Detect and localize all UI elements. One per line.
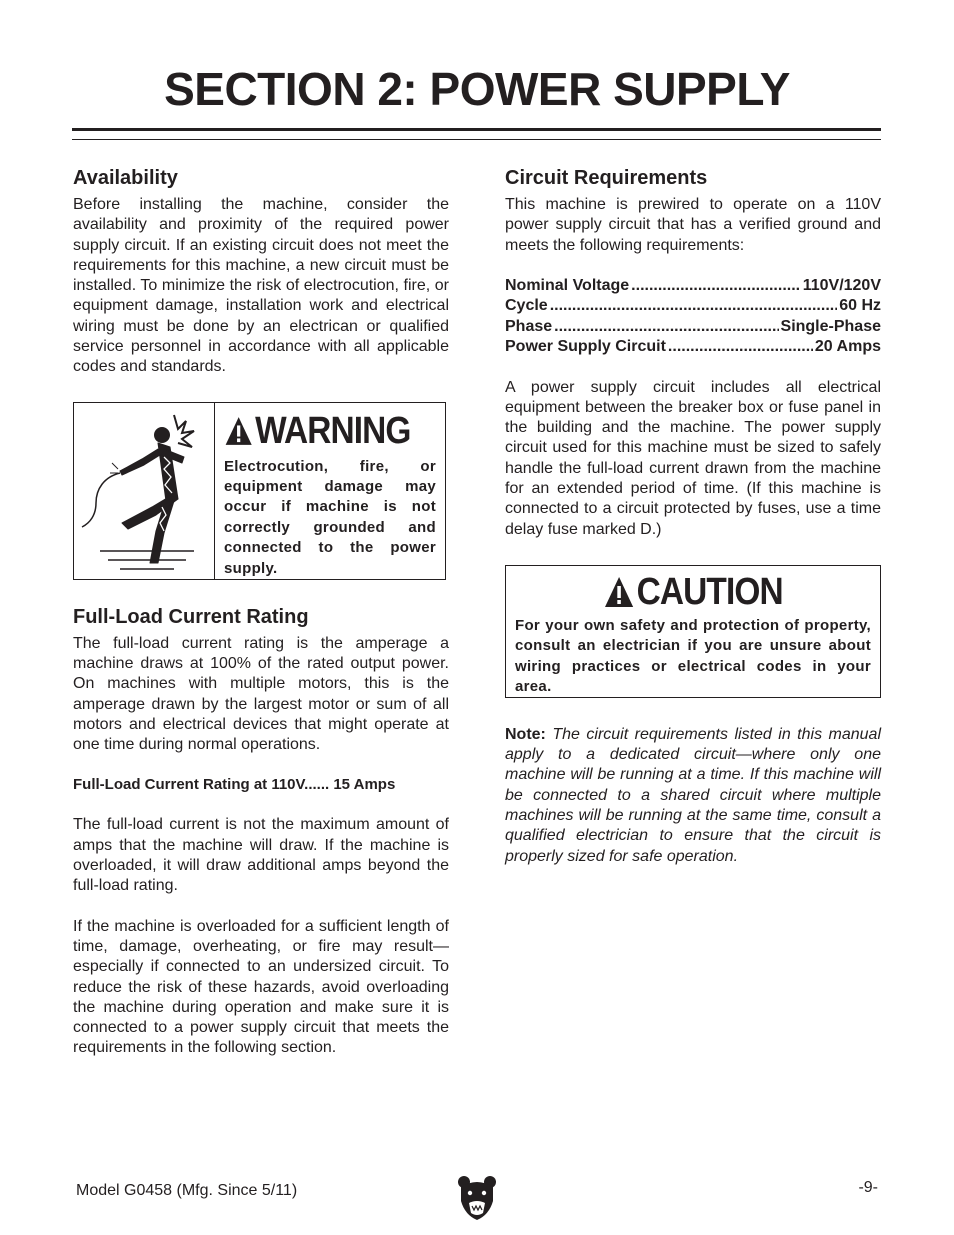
- title-rule-thin: [72, 139, 881, 140]
- circuit-intro: This machine is prewired to operate on a 110V power supply circuit that has a verified ground and meets the following requirements:: [505, 196, 881, 254]
- spec-value: 110V/120V: [802, 276, 881, 294]
- electrocution-icon: [74, 403, 215, 579]
- full-load-heading: Full-Load Current Rating: [73, 605, 309, 628]
- full-load-p3: If the machine is overloaded for a sufficient length of time, damage, overheating, or fire may result—especially if connected to an undersized circuit. To reduce the risk of these hazards, avoid overloading the machine during operation and make sure it is connected to a power supply circuit that meets the requirements in the following section.: [73, 917, 449, 1057]
- page-title: SECTION 2: POWER SUPPLY: [164, 63, 790, 115]
- spec-leader: [550, 296, 838, 316]
- left-column: [73, 165, 449, 1059]
- warning-box: [73, 402, 446, 580]
- availability-body: Before installing the machine, consider the availability and proximity of the required power supply circuit. If an existing circuit does not meet the requirements for this machine, a new circuit must be installed. To minimize the risk of electrocution, fire, or equipment damage, installation work and electrical wiring must be done by an electrican or qualified service personnel in accordance with all applicable codes and standards.: [73, 196, 449, 376]
- warning-text: Electrocution, fire, or equipment damage may occur if machine is not correctly grounded and connected to the power supply.: [224, 457, 436, 577]
- spec-label: Nominal Voltage: [505, 276, 630, 294]
- warning-triangle-icon: [603, 575, 635, 609]
- circuit-heading: Circuit Requirements: [505, 167, 708, 189]
- bear-logo-icon: [457, 1175, 497, 1221]
- page-number: -9-: [858, 1179, 878, 1196]
- full-load-rating-line: Full-Load Current Rating at 110V...... 15 Amps: [73, 776, 396, 794]
- right-column: [505, 165, 881, 867]
- warning-triangle-icon: [224, 414, 253, 448]
- spec-row: [505, 337, 881, 357]
- caution-text: For your own safety and protection of property, consult an electrician if you are unsure about wiring practices or electrical codes in your area.: [515, 616, 871, 696]
- spec-value: Single-Phase: [780, 317, 881, 335]
- spec-label: Cycle: [505, 297, 548, 315]
- warning-title-text: WARNING: [255, 409, 411, 452]
- note: [505, 725, 881, 867]
- spec-leader: [668, 337, 813, 357]
- title-rule-thick: [72, 128, 881, 131]
- spec-label: Phase: [505, 317, 553, 335]
- spec-label: Power Supply Circuit: [505, 338, 666, 356]
- spec-leader: [631, 276, 801, 296]
- spec-row: [505, 276, 881, 296]
- footer-model: Model G0458 (Mfg. Since 5/11): [76, 1182, 298, 1199]
- circuit-body: A power supply circuit includes all electrical equipment between the breaker box or fuse panel in the building and the machine. The power supply circuit used for this machine must be sized to safely handle the full-load current drawn from the machine for an extended period of time. (If this machine is connected to a circuit protected by fuses, use a time delay fuse marked D.): [505, 378, 881, 538]
- full-load-p2: The full-load current is not the maximum amount of amps that the machine will draw. If the machine is overloaded, it will draw additional amps beyond the full-load rating.: [73, 816, 449, 895]
- caution-title: [536, 572, 849, 612]
- warning-text-cell: [224, 411, 436, 579]
- full-load-p1: The full-load current rating is the amperage a machine draws at 100% of the rated output power. On machines with multiple motors, this is the amperage drawn by the largest motor or sum of all motors and electrical devices that might operate at one time during normal operations.: [73, 634, 449, 754]
- spec-row: [505, 317, 881, 337]
- spec-value: 20 Amps: [814, 338, 881, 356]
- note-text: The circuit requirements listed in this manual apply to a dedicated circuit—where only one machine will be running at a time. If this machine will be connected to a shared circuit where multiple machines will be running at the same time, consult a qualified electrician to ensure that the circuit is properly sized for safe operation.: [505, 725, 882, 865]
- spec-leader: [554, 317, 778, 337]
- warning-title: [224, 411, 411, 451]
- spec-value: 60 Hz: [839, 297, 881, 315]
- caution-title-text: CAUTION: [636, 570, 783, 613]
- availability-heading: Availability: [73, 167, 178, 189]
- caution-box: [505, 565, 881, 698]
- spec-row: [505, 296, 881, 316]
- note-label: Note:: [505, 725, 546, 743]
